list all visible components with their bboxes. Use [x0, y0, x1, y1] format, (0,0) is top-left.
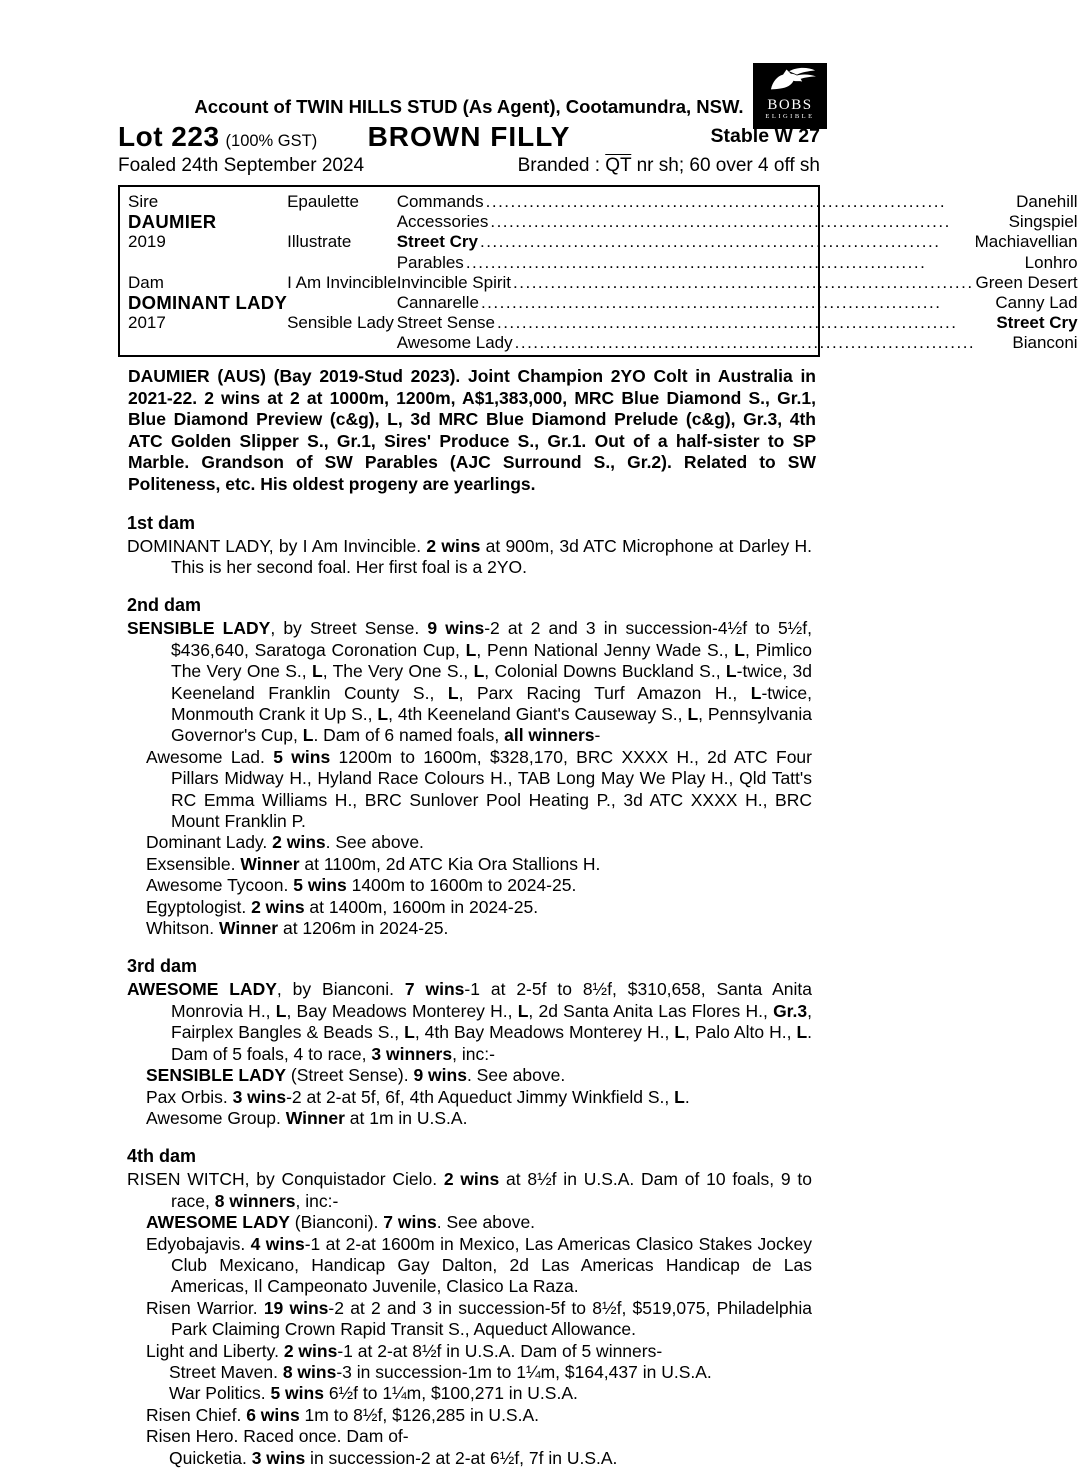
- progeny-entry: Egyptologist. 2 wins at 1400m, 1600m in 2024-25.: [146, 896, 539, 917]
- dam-role-label: Dam: [128, 272, 164, 292]
- section-heading: 2nd dam: [127, 595, 202, 616]
- progeny-entry: Exsensible. Winner at 1100m, 2d ATC Kia Ora Stallions H.: [146, 853, 601, 874]
- section-heading: 1st dam: [127, 512, 196, 533]
- gen3-row: Invincible Spirit ..... Green Desert: [397, 273, 1078, 293]
- dot-leader: [486, 192, 1015, 212]
- pedigree-col-gen3: [396, 192, 1078, 353]
- lot-row: [118, 121, 820, 152]
- dot-leader: [497, 313, 994, 333]
- dam-entry: RISEN WITCH, by Conquistador Cielo. 2 wins at 8½f in U.S.A. Dam of 10 foals, 9 to race, 8 winners, inc:-: [127, 1169, 812, 1211]
- progeny-entry: Light and Liberty. 2 wins-1 at 2-at 8½f in U.S.A. Dam of 5 winners-: [146, 1340, 663, 1361]
- dam-year: 2017: [128, 313, 166, 333]
- progeny-entry: Awesome Group. Winner at 1m in U.S.A.: [146, 1107, 468, 1128]
- dot-leader: [513, 273, 974, 293]
- branded-line: Branded : $\overline{QT}$ nr sh; 60 over 4 off sh: [517, 155, 820, 176]
- brand-mark: $\overline{QT}$: [605, 155, 632, 176]
- pedigree-table: [118, 185, 1078, 357]
- section-2nd-dam: [127, 595, 812, 939]
- progeny-entry: Awesome Lad. 5 wins 1200m to 1600m, $328,170, BRC XXXX H., 2d ATC Four Pillars Midway H., Hyland Race Colours H., TAB Long May We Play H., Qld Tatt's RC Emma Williams H., BRC Sunlover Pool Heating P., 3d ATC XXXX H., BRC Mount Franklin P.: [146, 746, 812, 832]
- progeny-entry: Risen Warrior. 19 wins-2 at 2 and 3 in succession-5f to 8½f, $519,075, Philadelphia Park Claiming Crown Rapid Transit S., Aqueduct Allowance.: [146, 1297, 812, 1340]
- sire-summary: DAUMIER (AUS) (Bay 2019-Stud 2023). Joint Champion 2YO Colt in Australia in 2021-22. 2 wins at 2 at 1000m, 1200m, A$1,383,000, MRC Blue Diamond S., Gr.1, Blue Diamond Preview (c&g), L, 3d MRC Blue Diamond Prelude (c&g), Gr.3, 4th ATC Golden Slipper S., Gr.1, Sires' Produce S., Gr.1. Out of a half-sister to SP Marble. Grandson of SW Parables (AJC Surround S., Gr.2). Related to SW Politeness, etc. His oldest progeny are yearlings.: [128, 366, 816, 494]
- dam-granddam: Sensible Lady: [287, 313, 394, 333]
- sire-year: 2019: [128, 232, 166, 252]
- stable-label: Stable W 27: [710, 125, 820, 147]
- gen3-row: Accessories ..... Singspiel: [397, 212, 1078, 232]
- dot-leader: [480, 232, 973, 252]
- progeny-entry: SENSIBLE LADY (Street Sense). 9 wins. See above.: [146, 1065, 566, 1086]
- bobs-eligible-logo: [753, 63, 827, 129]
- dam-name: DOMINANT LADY: [128, 291, 288, 313]
- gst-note: (100% GST): [225, 132, 318, 150]
- gen3-row: Awesome Lady ..... Bianconi: [397, 333, 1078, 353]
- foaled-row: [118, 155, 820, 177]
- pedigree-col-grandparents: [287, 192, 397, 350]
- sub-progeny-entry: War Politics. 5 wins 6½f to 1¼m, $100,271 in U.S.A.: [169, 1383, 578, 1404]
- section-3rd-dam: [127, 956, 812, 1129]
- dot-leader: [466, 253, 1023, 273]
- gen3-row: Commands ..... Danehill: [397, 192, 1078, 212]
- pedigree-col-parents: [128, 192, 287, 350]
- dam-grandsire: I Am Invincible: [287, 272, 397, 292]
- dot-leader: [490, 212, 1006, 232]
- progeny-entry: Whitson. Winner at 1206m in 2024-25.: [146, 918, 449, 939]
- progeny-entry: Risen Hero. Raced once. Dam of-: [146, 1426, 409, 1447]
- sire-granddam: Illustrate: [287, 232, 352, 252]
- dam-entry: SENSIBLE LADY, by Street Sense. 9 wins-2 at 2 and 3 in succession-4½f to 5½f, $436,640, Saratoga Coronation Cup, L, Penn National Jenny Wade S., L, Pimlico The Very One S., L, The Very One S., L, Colonial Downs Buckland S., L-twice, 3d Keeneland Franklin County S., L, Parx Racing Turf Amazon H., L-twice, Monmouth Crank it Up S., L, 4th Keeneland Giant's Causeway S., L, Pennsylvania Governor's Cup, L. Dam of 6 named foals, all winners-: [127, 618, 813, 746]
- progeny-entry: Awesome Tycoon. 5 wins 1400m to 1600m to 2024-25.: [146, 875, 577, 896]
- horse-title: BROWN FILLY: [367, 121, 571, 152]
- gen3-row: Parables ..... Lonhro: [397, 253, 1078, 273]
- section-1st-dam: [127, 513, 812, 579]
- horse-head-icon: [761, 79, 819, 96]
- gen3-row: Cannarelle ..... Canny Lad: [397, 293, 1078, 313]
- progeny-entry: Risen Chief. 6 wins 1m to 8½f, $126,285 in U.S.A.: [146, 1404, 539, 1425]
- bobs-logo-text: BOBS: [767, 97, 813, 113]
- section-4th-dam: [127, 1146, 812, 1469]
- dot-leader: [481, 293, 993, 313]
- section-heading: 3rd dam: [127, 956, 198, 977]
- lot-number: Lot 223: [118, 121, 220, 152]
- sire-name: DAUMIER: [128, 211, 217, 233]
- section-heading: 4th dam: [127, 1146, 197, 1167]
- progeny-entry: Dominant Lady. 2 wins. See above.: [146, 832, 424, 853]
- dam-entry: AWESOME LADY, by Bianconi. 7 wins-1 at 2-5f to 8½f, $310,658, Santa Anita Monrovia H., L, Bay Meadows Monterey H., L, 2d Santa Anita Las Flores H., Gr.3, Fairplex Bangles & Beads S., L, 4th Bay Meadows Monterey H., L, Palo Alto H., L. Dam of 5 foals, 4 to race, 3 winners, inc:-: [127, 979, 813, 1064]
- gen3-row: Street Sense ..... Street Cry: [397, 313, 1078, 333]
- sire-grandsire: Epaulette: [287, 192, 359, 211]
- sub-progeny-entry: Quicketia. 3 wins in succession-2 at 2-at 6½f, 7f in U.S.A.: [169, 1447, 618, 1468]
- foaled-date: Foaled 24th September 2024: [118, 155, 365, 176]
- progeny-entry: Edyobajavis. 4 wins-1 at 2-at 1600m in Mexico, Las Americas Clasico Stakes Jockey Club Mexicano, Handicap Gay Dalton, 2d Las Americas Handicap de Las Americas, Il Campeonato Juvenile, Clasico La Raza.: [146, 1233, 812, 1297]
- dot-leader: [515, 333, 1011, 353]
- bobs-logo-subtext: ELIGIBLE: [765, 113, 815, 120]
- sub-progeny-entry: Street Maven. 8 wins-3 in succession-1m to 1¼m, $164,437 in U.S.A.: [169, 1361, 712, 1382]
- account-line: Account of TWIN HILLS STUD (As Agent), Cootamundra, NSW.: [194, 96, 744, 117]
- sire-role-label: Sire: [128, 192, 159, 211]
- progeny-entry: Pax Orbis. 3 wins-2 at 2-at 5f, 6f, 4th Aqueduct Jimmy Winkfield S., L.: [146, 1086, 690, 1107]
- gen3-row: Street Cry ..... Machiavellian: [397, 232, 1078, 252]
- dam-entry: DOMINANT LADY, by I Am Invincible. 2 wins at 900m, 3d ATC Microphone at Darley H. This is her second foal. Her first foal is a 2YO.: [127, 535, 813, 577]
- progeny-entry: AWESOME LADY (Bianconi). 7 wins. See above.: [146, 1212, 536, 1233]
